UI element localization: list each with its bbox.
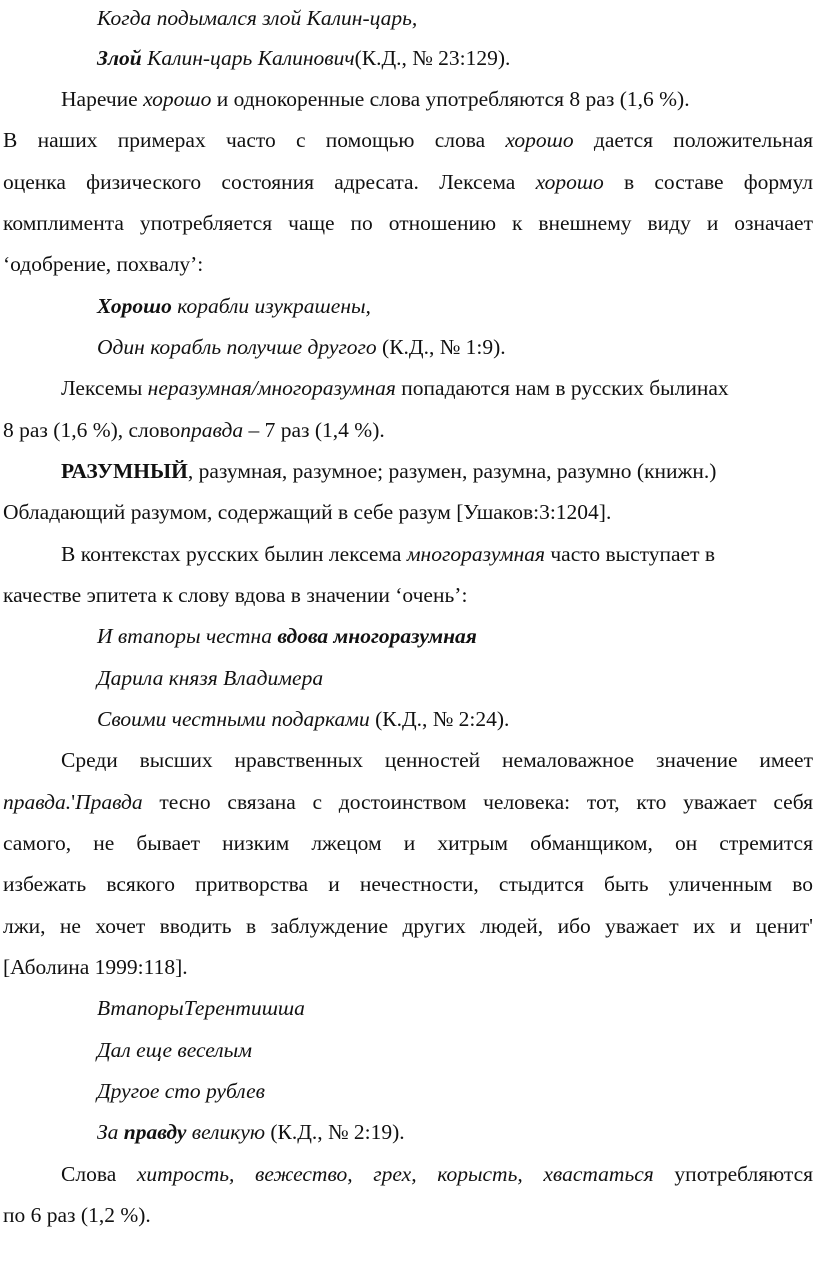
text-line [97,0,813,39]
text-line [97,987,813,1029]
text-segment: РАЗУМНЫЙ [61,459,188,483]
text-segment: В наших примерах часто с помощью слова [3,128,506,152]
text-segment: Среди высших нравственных ценностей немаловажное значение имеет [61,748,813,772]
text-segment: по 6 раз (1,2 %). [3,1203,151,1227]
text-line [3,409,813,451]
text-segment: правда. [3,790,72,814]
text-segment: комплимента употребляется чаще по отношению к внешнему виду и означает [3,211,813,235]
text-line [97,698,813,740]
text-segment: великую [186,1120,265,1144]
text-segment: хитрость, вежество, грех, корысть, хвастаться [136,1162,654,1186]
text-segment: употребляются [653,1162,813,1186]
text-line [97,37,813,79]
text-segment: И втапоры честна [97,624,278,648]
text-segment: хорошо [535,170,604,194]
text-segment: лжи, не хочет вводить в заблуждение других людей, ибо уважает их и ценит' [3,914,813,938]
text-line [3,243,813,285]
text-segment: правда [180,418,244,442]
text-segment: ' [71,790,76,814]
text-line [3,202,813,244]
text-segment: хорошо [505,128,574,152]
text-line [97,657,813,699]
text-segment: правду [123,1120,187,1144]
text-segment: ВтапорыТерентишша [97,996,305,1020]
text-segment: Калин-царь Калинович [141,46,355,70]
text-segment: – 7 раз (1,4 %). [243,418,385,442]
text-segment: (К.Д., № 1:9). [376,335,506,359]
text-line [3,119,813,161]
text-segment: Когда подымался злой Калин-царь, [97,6,418,30]
text-line [61,1153,813,1195]
text-line [97,326,813,368]
text-segment: оценка физического состояния адресата. Лексема [3,170,536,194]
text-line [3,822,813,864]
text-line [97,285,813,327]
text-segment: Дал еще веселым [97,1038,252,1062]
text-segment: самого, не бывает низким лжецом и хитрым обманщиком, он стремится [3,831,813,855]
text-line [3,946,813,988]
text-segment: часто выступает в [544,542,716,566]
text-segment: избежать всякого притворства и нечестности, стыдится быть уличенным во [3,872,813,896]
text-segment: Хорошо [97,294,172,318]
text-segment: Один корабль получше другого [97,335,377,359]
text-segment: тесно связана с достоинством человека: тот, кто уважает себя [142,790,813,814]
text-line [3,574,813,616]
text-segment: и однокоренные слова употребляются 8 раз (1,6 %). [211,87,690,111]
text-line [3,863,813,905]
text-segment: дается положительная [573,128,813,152]
text-segment: [Аболина 1999:118]. [3,955,188,979]
text-line [97,1070,813,1112]
text-line [3,161,813,203]
text-segment: корабли изукрашены, [171,294,371,318]
text-segment: В контекстах русских былин лексема [61,542,407,566]
text-segment: Своими честными подарками [97,707,370,731]
text-line [61,450,813,492]
text-segment: в составе формул [603,170,813,194]
text-segment: вдова многоразумная [277,624,477,648]
text-segment: Дарила князя Владимера [97,666,324,690]
text-segment: 8 раз (1,6 %), слово [3,418,181,442]
text-segment: Наречие [61,87,144,111]
text-segment: (К.Д., № 23:129). [354,46,511,70]
text-line [97,615,813,657]
text-segment: хорошо [143,87,212,111]
text-segment: качестве эпитета к слову вдова в значении ‘очень’: [3,583,468,607]
text-line [61,533,813,575]
text-line [3,491,813,533]
text-line [3,905,813,947]
text-line [61,739,813,781]
text-line [97,1111,813,1153]
text-segment: Слова [61,1162,137,1186]
text-line [97,1029,813,1071]
text-segment: неразумная/многоразумная [147,376,396,400]
text-segment: Другое сто рублев [97,1079,266,1103]
text-segment: попадаются нам в русских былинах [395,376,729,400]
text-segment: , разумная, разумное; разумен, разумна, разумно (книжн.) [187,459,717,483]
text-line [61,367,813,409]
text-segment: Правда [75,790,143,814]
text-segment: многоразумная [406,542,545,566]
text-segment: (К.Д., № 2:24). [369,707,510,731]
text-segment: Злой [97,46,142,70]
text-line [61,78,813,120]
text-segment: ‘одобрение, похвалу’: [3,252,204,276]
text-segment: (К.Д., № 2:19). [264,1120,405,1144]
text-segment: Лексемы [61,376,148,400]
text-segment: За [97,1120,124,1144]
text-segment: Обладающий разумом, содержащий в себе разум [Ушаков:3:1204]. [3,500,612,524]
text-line [3,781,813,823]
text-line [3,1194,813,1236]
